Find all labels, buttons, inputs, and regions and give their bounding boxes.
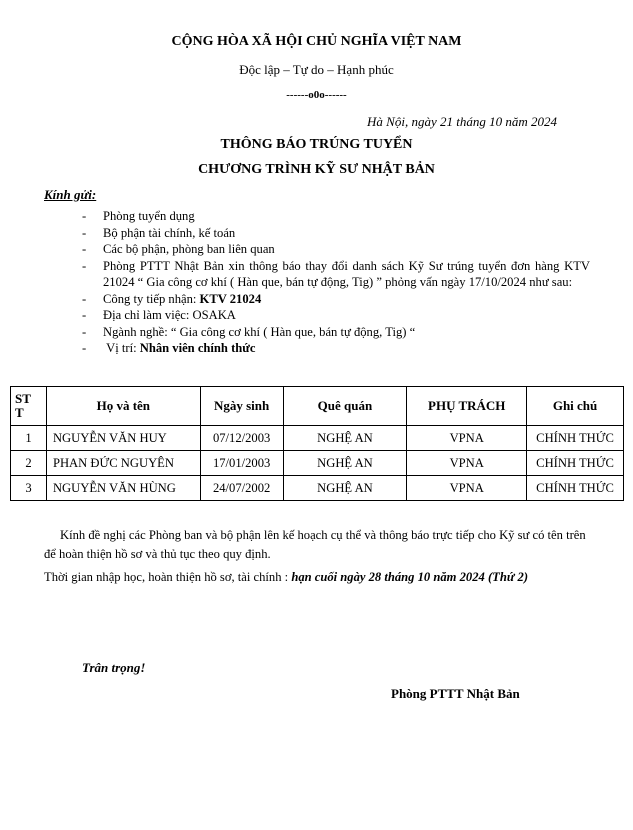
document-title: THÔNG BÁO TRÚNG TUYỂN	[220, 137, 413, 152]
closing-regards: Trân trọng!	[82, 660, 146, 675]
motto: Độc lập – Tự do – Hạnh phúc	[239, 62, 394, 77]
request-paragraph: Kính đề nghị các Phòng ban và bộ phận lên kế hoạch cụ thể và thông báo trực tiếp cho Kỹ sư có tên trên để hoàn thiện hồ sơ và thủ tục theo quy định.	[44, 528, 586, 561]
col-header-note: Ghi chú	[527, 387, 624, 426]
list-item: - Phòng tuyển dụng	[82, 209, 195, 223]
national-title: CỘNG HÒA XÃ HỘI CHỦ NGHĨA VIỆT NAM	[171, 34, 462, 49]
cell-name: NGUYỄN VĂN HUY	[46, 426, 200, 451]
cell-hometown: NGHỆ AN	[283, 451, 407, 476]
company-value: KTV 21024	[199, 291, 262, 306]
col-header-hometown: Quê quán	[283, 387, 407, 426]
position-value: Nhân viên chính thức	[139, 341, 256, 355]
table-row	[11, 451, 624, 476]
list-item: - Phòng PTTT Nhật Bản xin thông báo thay đổi danh sách Kỹ Sư trúng tuyển đơn hàng KTV 21024 “ Gia công cơ khí ( Hàn que, bán tự động, Tig) ” phỏng vấn ngày 17/10/2024 như sau:	[82, 258, 590, 289]
col-header-name: Họ và tên	[46, 387, 200, 426]
cell-dob: 24/07/2002	[200, 476, 283, 501]
signature-department: Phòng PTTT Nhật Bản	[391, 686, 520, 701]
cell-in-charge: VPNA	[407, 451, 527, 476]
cell-stt: 2	[11, 451, 47, 476]
table-row	[11, 476, 624, 501]
cell-name: NGUYỄN VĂN HÙNG	[46, 476, 200, 501]
header-divider: ------o0o------	[286, 89, 347, 101]
position-item: - Vị trí: Nhân viên chính thức	[82, 341, 256, 355]
recipient-list	[82, 208, 590, 357]
timeline-paragraph: Thời gian nhập học, hoàn thiện hồ sơ, tài chính : hạn cuối ngày 28 tháng 10 năm 2024 (Thứ 2)	[44, 570, 529, 584]
col-header-in-charge: PHỤ TRÁCH	[407, 387, 527, 426]
list-item: - Bộ phận tài chính, kế toán	[82, 225, 236, 240]
table-row	[11, 426, 624, 451]
cell-hometown: NGHỆ AN	[283, 426, 407, 451]
location-item: - Địa chỉ làm việc: OSAKA	[82, 308, 236, 322]
cell-note: CHÍNH THỨC	[527, 426, 624, 451]
cell-in-charge: VPNA	[407, 426, 527, 451]
col-header-stt: ST T	[11, 387, 47, 426]
cell-note: CHÍNH THỨC	[527, 451, 624, 476]
deadline-value: hạn cuối ngày 28 tháng 10 năm 2024 (Thứ 2)	[291, 570, 529, 584]
cell-stt: 1	[11, 426, 47, 451]
document-subtitle: CHƯƠNG TRÌNH KỸ SƯ NHẬT BẢN	[198, 162, 435, 177]
cell-hometown: NGHỆ AN	[283, 476, 407, 501]
cell-in-charge: VPNA	[407, 476, 527, 501]
cell-note: CHÍNH THỨC	[527, 476, 624, 501]
list-item: - Các bộ phận, phòng ban liên quan	[82, 242, 275, 256]
table-header-row	[11, 387, 624, 426]
cell-dob: 17/01/2003	[200, 451, 283, 476]
date-place: Hà Nội, ngày 21 tháng 10 năm 2024	[367, 114, 557, 129]
cell-name: PHAN ĐỨC NGUYÊN	[46, 451, 200, 476]
greeting: Kính gửi:	[44, 187, 97, 202]
company-item: - Công ty tiếp nhận: KTV 21024	[82, 291, 262, 306]
cell-stt: 3	[11, 476, 47, 501]
industry-item: - Ngành nghề: “ Gia công cơ khí ( Hàn que, bán tự động, Tig) “	[82, 324, 416, 339]
candidate-table	[10, 386, 624, 501]
col-header-dob: Ngày sinh	[200, 387, 283, 426]
cell-dob: 07/12/2003	[200, 426, 283, 451]
